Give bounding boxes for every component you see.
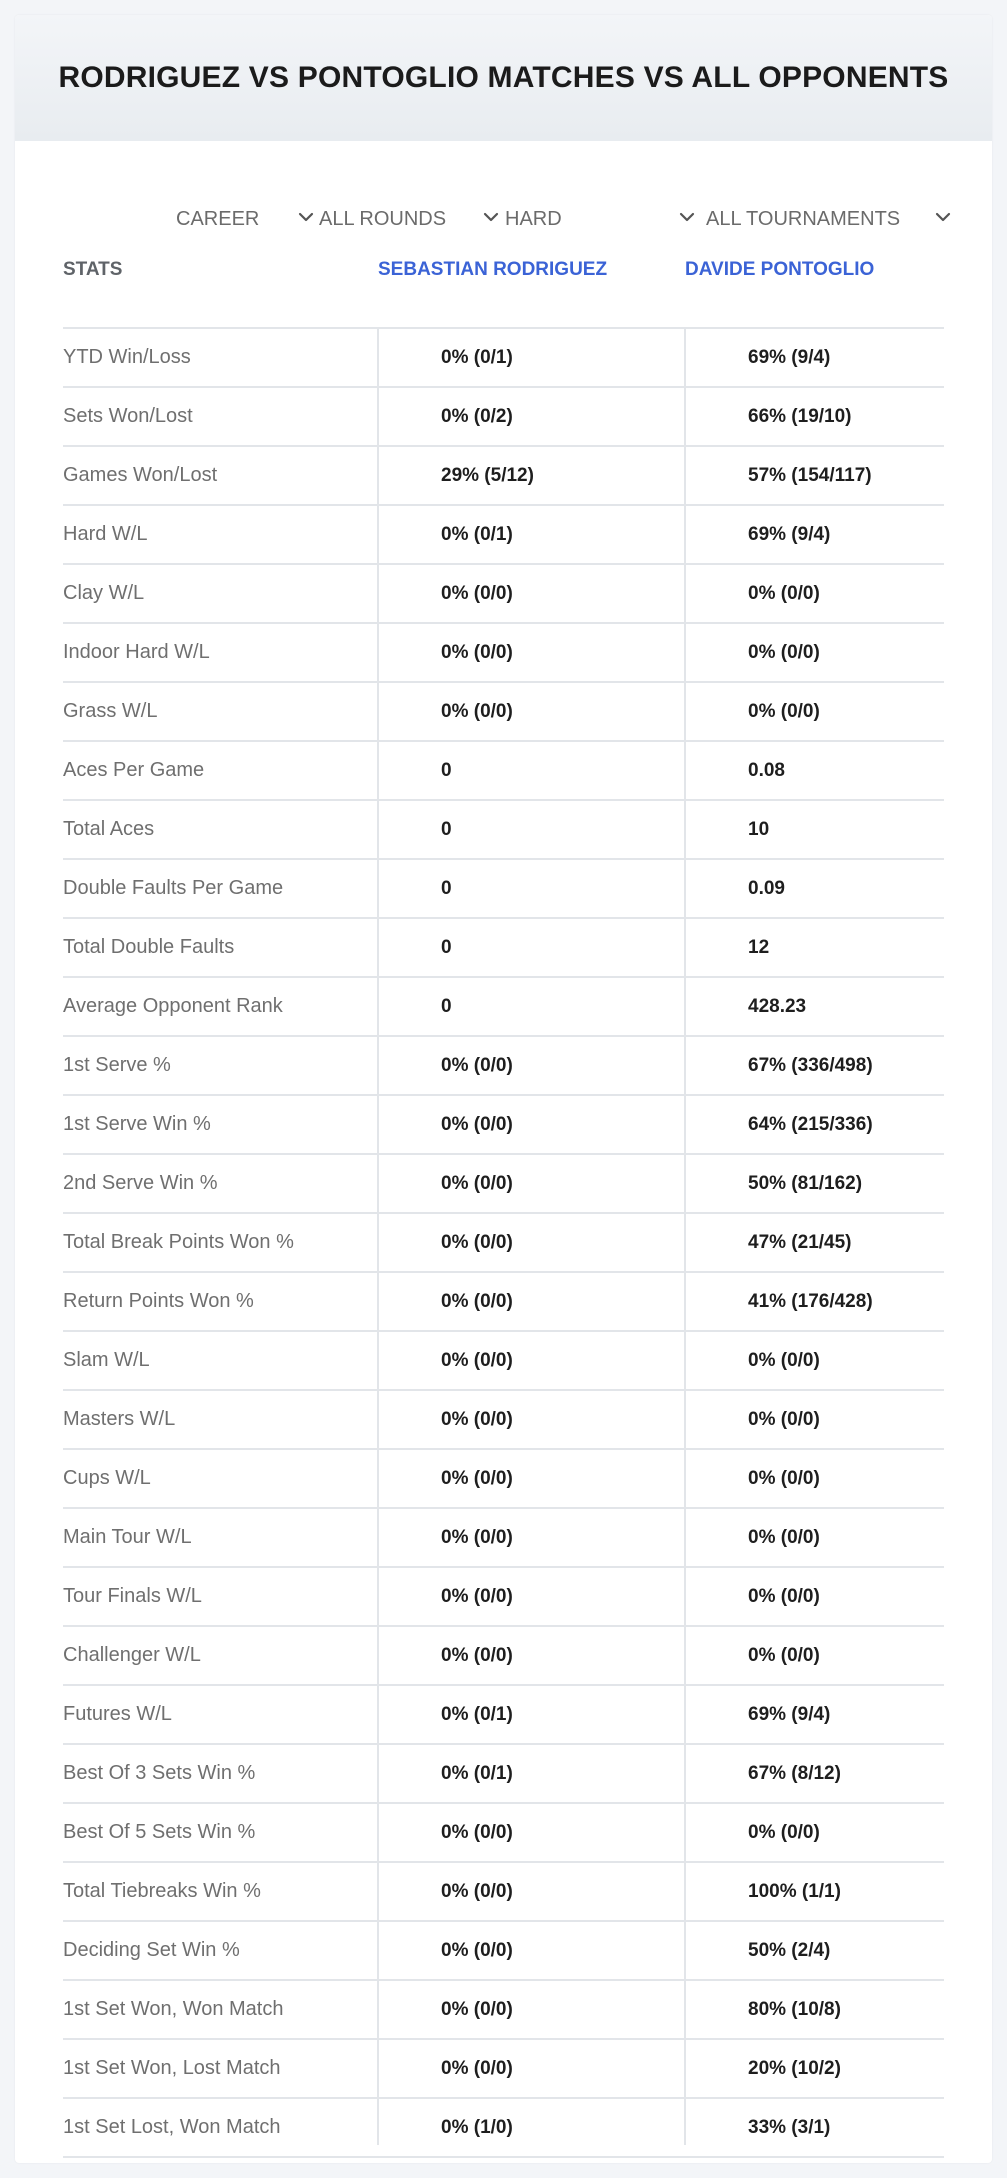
player2-value: 50% (2/4) xyxy=(748,1940,831,1961)
stat-label: Hard W/L xyxy=(63,523,148,545)
surface-select-value: HARD xyxy=(505,207,562,230)
stat-label: Average Opponent Rank xyxy=(63,995,283,1017)
player2-value: 67% (8/12) xyxy=(748,1763,841,1784)
player1-link[interactable]: SEBASTIAN RODRIGUEZ xyxy=(378,259,608,280)
player2-value: 80% (10/8) xyxy=(748,1999,841,2020)
stats-card xyxy=(15,15,992,2163)
player2-value: 0% (0/0) xyxy=(748,583,820,604)
table-row xyxy=(63,1037,944,1096)
stat-label: Tour Finals W/L xyxy=(63,1585,202,1607)
player1-value: 0% (0/0) xyxy=(441,1822,513,1843)
stat-label: Main Tour W/L xyxy=(63,1526,192,1548)
player1-value: 29% (5/12) xyxy=(441,465,534,486)
table-row xyxy=(63,1686,944,1745)
player1-value: 0% (0/0) xyxy=(441,701,513,722)
player2-value: 428.23 xyxy=(748,996,807,1017)
player2-value: 57% (154/117) xyxy=(748,465,872,486)
period-select[interactable] xyxy=(176,191,316,247)
player1-value: 0% (0/0) xyxy=(441,1291,513,1312)
player1-value: 0% (1/0) xyxy=(441,2117,513,2138)
table-row xyxy=(63,683,944,742)
player2-value: 0% (0/0) xyxy=(748,1350,820,1371)
player1-value: 0 xyxy=(441,760,452,781)
stat-label: Total Double Faults xyxy=(63,936,235,958)
table-row xyxy=(63,2040,944,2099)
player2-value: 47% (21/45) xyxy=(748,1232,852,1253)
table-row xyxy=(63,1096,944,1155)
player2-value: 0% (0/0) xyxy=(748,1645,820,1666)
player2-value: 69% (9/4) xyxy=(748,347,831,368)
period-select-value: CAREER xyxy=(176,207,260,230)
player1-value: 0% (0/0) xyxy=(441,1586,513,1607)
stat-label: Masters W/L xyxy=(63,1408,176,1430)
rounds-select[interactable] xyxy=(319,191,502,247)
stat-label: Total Tiebreaks Win % xyxy=(63,1880,261,1902)
player2-value: 0% (0/0) xyxy=(748,1586,820,1607)
rounds-select-value: ALL ROUNDS xyxy=(319,207,447,230)
player2-value: 50% (81/162) xyxy=(748,1173,863,1194)
stat-label: 1st Set Won, Lost Match xyxy=(63,2057,281,2079)
player2-value: 0% (0/0) xyxy=(748,1409,820,1430)
table-row xyxy=(63,506,944,565)
filters-bar xyxy=(15,191,992,247)
player2-value: 0% (0/0) xyxy=(748,1468,820,1489)
table-row xyxy=(63,742,944,801)
table-header xyxy=(63,253,944,329)
player2-value: 33% (3/1) xyxy=(748,2117,831,2138)
stat-label: Clay W/L xyxy=(63,582,145,604)
player1-value: 0% (0/1) xyxy=(441,1763,513,1784)
player2-value: 69% (9/4) xyxy=(748,1704,831,1725)
stat-label: 1st Serve % xyxy=(63,1054,171,1076)
player2-value: 69% (9/4) xyxy=(748,524,831,545)
player1-value: 0 xyxy=(441,937,452,958)
table-row xyxy=(63,447,944,506)
table-row xyxy=(63,329,944,388)
player2-value: 0% (0/0) xyxy=(748,1527,820,1548)
player1-value: 0% (0/0) xyxy=(441,1409,513,1430)
stat-label: 1st Set Won, Won Match xyxy=(63,1998,284,2020)
player2-link[interactable]: DAVIDE PONTOGLIO xyxy=(685,259,875,280)
table-row xyxy=(63,2099,944,2158)
player1-value: 0% (0/1) xyxy=(441,524,513,545)
stat-label: Double Faults Per Game xyxy=(63,877,284,899)
table-row xyxy=(63,1981,944,2040)
player1-value: 0% (0/0) xyxy=(441,642,513,663)
table-body xyxy=(63,329,944,2158)
stat-label: Deciding Set Win % xyxy=(63,1939,240,1961)
player2-value: 64% (215/336) xyxy=(748,1114,873,1135)
player1-value: 0 xyxy=(441,878,452,899)
table-row xyxy=(63,1627,944,1686)
stat-label: 2nd Serve Win % xyxy=(63,1172,218,1194)
player1-value: 0% (0/2) xyxy=(441,406,513,427)
player1-value: 0% (0/0) xyxy=(441,1881,513,1902)
chevron-down-icon xyxy=(296,207,316,227)
player2-value: 100% (1/1) xyxy=(748,1881,841,1902)
player1-value: 0% (0/0) xyxy=(441,1232,513,1253)
table-row xyxy=(63,978,944,1037)
stat-label: Return Points Won % xyxy=(63,1290,254,1312)
player2-value: 67% (336/498) xyxy=(748,1055,873,1076)
chevron-down-icon xyxy=(933,207,953,227)
stat-label: Grass W/L xyxy=(63,700,158,722)
stat-label: Slam W/L xyxy=(63,1349,150,1371)
stat-label: Challenger W/L xyxy=(63,1644,201,1666)
stat-label: Futures W/L xyxy=(63,1703,172,1725)
player1-value: 0% (0/0) xyxy=(441,1350,513,1371)
table-row xyxy=(63,388,944,447)
page-header xyxy=(15,15,992,141)
chevron-down-icon xyxy=(481,207,501,227)
stat-label: Best Of 5 Sets Win % xyxy=(63,1821,256,1843)
player2-value: 0.08 xyxy=(748,760,785,781)
player2-value: 0% (0/0) xyxy=(748,701,820,722)
table-row xyxy=(63,565,944,624)
player1-value: 0% (0/0) xyxy=(441,1055,513,1076)
table-row xyxy=(63,1568,944,1627)
player1-value: 0% (0/1) xyxy=(441,347,513,368)
chevron-down-icon xyxy=(677,207,697,227)
stat-label: Total Break Points Won % xyxy=(63,1231,294,1253)
table-row xyxy=(63,1391,944,1450)
player1-value: 0% (0/0) xyxy=(441,1173,513,1194)
stat-label: Total Aces xyxy=(63,818,155,840)
page-title: RODRIGUEZ VS PONTOGLIO MATCHES VS ALL OPPONENTS xyxy=(58,61,949,94)
stat-label: Indoor Hard W/L xyxy=(63,641,210,663)
player2-value: 66% (19/10) xyxy=(748,406,852,427)
stat-label: 1st Set Lost, Won Match xyxy=(63,2116,281,2138)
stat-label: 1st Serve Win % xyxy=(63,1113,211,1135)
stat-label: Cups W/L xyxy=(63,1467,151,1489)
stats-table xyxy=(63,253,944,2158)
player1-value: 0% (0/0) xyxy=(441,1645,513,1666)
table-row xyxy=(63,1863,944,1922)
player1-value: 0% (0/0) xyxy=(441,1999,513,2020)
player1-value: 0% (0/0) xyxy=(441,1940,513,1961)
player1-value: 0 xyxy=(441,996,452,1017)
table-row xyxy=(63,624,944,683)
stat-label: Aces Per Game xyxy=(63,759,205,781)
player1-value: 0% (0/0) xyxy=(441,1114,513,1135)
surface-select[interactable] xyxy=(505,191,700,247)
player2-value: 0% (0/0) xyxy=(748,1822,820,1843)
player2-value: 0% (0/0) xyxy=(748,642,820,663)
table-row xyxy=(63,1804,944,1863)
player2-value: 20% (10/2) xyxy=(748,2058,841,2079)
stat-label: Best Of 3 Sets Win % xyxy=(63,1762,256,1784)
table-row xyxy=(63,1509,944,1568)
player1-value: 0% (0/0) xyxy=(441,1468,513,1489)
table-row xyxy=(63,1450,944,1509)
tournaments-select-value: ALL TOURNAMENTS xyxy=(706,207,901,230)
table-row xyxy=(63,1214,944,1273)
stat-label: Sets Won/Lost xyxy=(63,405,193,427)
table-row xyxy=(63,860,944,919)
player1-value: 0% (0/0) xyxy=(441,1527,513,1548)
table-row xyxy=(63,1332,944,1391)
player1-value: 0 xyxy=(441,819,452,840)
stat-label: YTD Win/Loss xyxy=(63,346,191,368)
player2-value: 12 xyxy=(748,937,770,958)
player1-value: 0% (0/0) xyxy=(441,2058,513,2079)
player2-value: 41% (176/428) xyxy=(748,1291,873,1312)
player1-value: 0% (0/0) xyxy=(441,583,513,604)
player1-value: 0% (0/1) xyxy=(441,1704,513,1725)
table-row xyxy=(63,1273,944,1332)
player2-value: 0.09 xyxy=(748,878,785,899)
table-row xyxy=(63,801,944,860)
stat-label: Games Won/Lost xyxy=(63,464,218,486)
stats-column-header: STATS xyxy=(63,259,123,280)
table-row xyxy=(63,1155,944,1214)
player2-value: 10 xyxy=(748,819,770,840)
table-row xyxy=(63,1922,944,1981)
tournaments-select[interactable] xyxy=(706,191,956,247)
table-row xyxy=(63,1745,944,1804)
table-row xyxy=(63,919,944,978)
